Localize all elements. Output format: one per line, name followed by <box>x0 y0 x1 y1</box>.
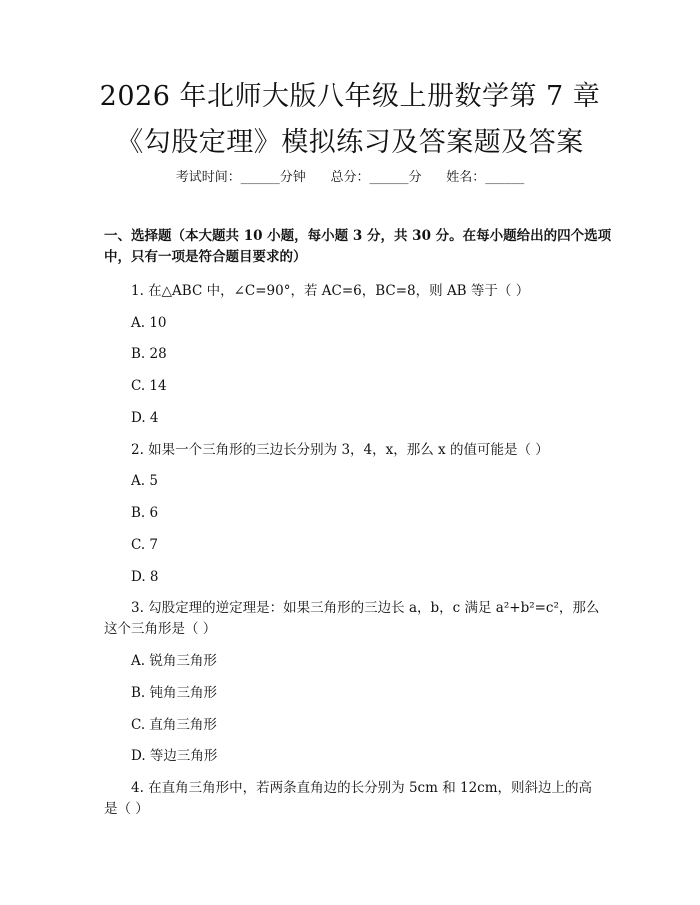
document-title: 2026 年北师大版八年级上册数学第 7 章《勾股定理》模拟练习及答案题及答案 <box>99 81 601 158</box>
question-2-option-c: C. 7 <box>131 537 159 553</box>
question-1-stem: 1. 在△ABC 中，∠C=90°，若 AC=6，BC=8，则 AB 等于（ ） <box>131 283 530 299</box>
question-1-option-a: A. 10 <box>131 315 167 331</box>
question-2-option-b: B. 6 <box>131 505 159 521</box>
question-1-option-d: D. 4 <box>131 410 159 426</box>
exam-info-line: 考试时间：______分钟 总分：______分 姓名：______ <box>175 170 525 185</box>
question-2-option-a: A. 5 <box>131 473 158 489</box>
question-3-option-a: A. 锐角三角形 <box>131 653 217 669</box>
question-1-option-c: C. 14 <box>131 378 167 394</box>
question-3-option-b: B. 钝角三角形 <box>131 685 218 701</box>
question-4-stem: 4. 在直角三角形中，若两条直角边的长分别为 5cm 和 12cm，则斜边上的高是（ ） <box>104 780 593 817</box>
question-3-option-c: C. 直角三角形 <box>131 717 217 733</box>
question-3-option-d: D. 等边三角形 <box>131 748 218 764</box>
question-2-stem: 2. 如果一个三角形的三边长分别为 3，4，x，那么 x 的值可能是（ ） <box>131 442 549 458</box>
question-2-option-d: D. 8 <box>131 569 159 585</box>
question-1-option-b: B. 28 <box>131 346 167 362</box>
section-heading-multiple-choice: 一、选择题（本大题共 10 小题，每小题 3 分，共 30 分。在每小题给出的四个选项中，只有一项是符合题目要求的） <box>104 228 612 265</box>
question-3-stem: 3. 勾股定理的逆定理是：如果三角形的三边长 a，b，c 满足 a²+b²=c²，那么这个三角形是（ ） <box>104 600 600 637</box>
